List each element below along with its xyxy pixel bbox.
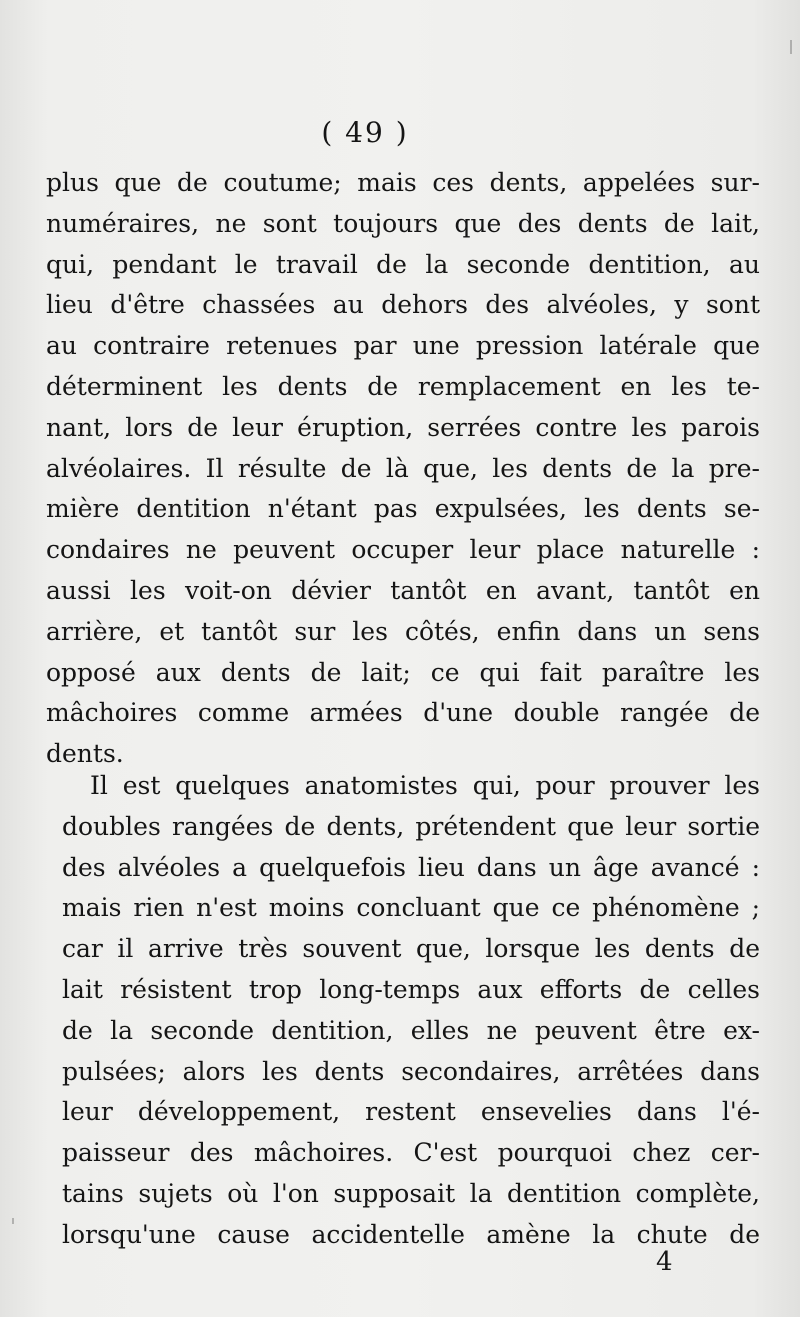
text-line: car il arrive très souvent que, lorsque les dents de bbox=[62, 934, 760, 964]
text-line: nant, lors de leur éruption, serrées contre les parois bbox=[46, 412, 760, 442]
text-line: paisseur des mâchoires. C'est pourquoi chez cer- bbox=[62, 1138, 760, 1168]
text-line: au contraire retenues par une pression latérale que bbox=[46, 331, 760, 361]
page-number: ( 49 ) bbox=[321, 116, 409, 149]
text-line: pulsées; alors les dents secondaires, arrêtées dans bbox=[62, 1056, 760, 1086]
text-line: leur développement, restent ensevelies dans l'é- bbox=[62, 1097, 760, 1127]
text-line: Il est quelques anatomistes qui, pour prouver les bbox=[90, 771, 760, 800]
text-line: lieu d'être chassées au dehors des alvéoles, y sont bbox=[46, 290, 760, 320]
margin-speck bbox=[12, 1218, 14, 1224]
text-line: qui, pendant le travail de la seconde dentition, au bbox=[46, 249, 760, 279]
text-line: alvéolaires. Il résulte de là que, les dents de la pre- bbox=[46, 453, 760, 483]
text-line: déterminent les dents de remplacement en les te- bbox=[46, 371, 760, 401]
text-line: doubles rangées de dents, prétendent que leur sortie bbox=[62, 811, 760, 841]
text-line: de la seconde dentition, elles ne peuvent être ex- bbox=[62, 1015, 760, 1045]
paragraph-2 bbox=[46, 766, 760, 1256]
signature-mark: 4 bbox=[656, 1247, 673, 1277]
text-line: lorsqu'une cause accidentelle amène la chute de bbox=[62, 1219, 760, 1249]
text-line: tains sujets où l'on supposait la dentition complète, bbox=[62, 1178, 760, 1208]
text-line: lait résistent trop long-temps aux efforts de celles bbox=[62, 974, 760, 1004]
text-line: aussi les voit-on dévier tantôt en avant, tantôt en bbox=[46, 575, 760, 605]
text-line: plus que de coutume; mais ces dents, appelées sur- bbox=[46, 168, 760, 197]
margin-speck bbox=[790, 40, 792, 54]
text-line: mâchoires comme armées d'une double rangée de bbox=[46, 698, 760, 728]
paragraph-1 bbox=[46, 163, 760, 775]
text-line: mais rien n'est moins concluant que ce phénomène ; bbox=[62, 893, 760, 923]
text-line: numéraires, ne sont toujours que des dents de lait, bbox=[46, 208, 760, 238]
text-line: opposé aux dents de lait; ce qui fait paraître les bbox=[46, 657, 760, 687]
text-line: arrière, et tantôt sur les côtés, enfin dans un sens bbox=[46, 616, 760, 646]
text-line: dents. bbox=[46, 739, 124, 769]
text-line: condaires ne peuvent occuper leur place naturelle : bbox=[46, 535, 760, 565]
text-line: mière dentition n'étant pas expulsées, les dents se- bbox=[46, 494, 760, 524]
text-line: des alvéoles a quelquefois lieu dans un âge avancé : bbox=[62, 852, 760, 882]
